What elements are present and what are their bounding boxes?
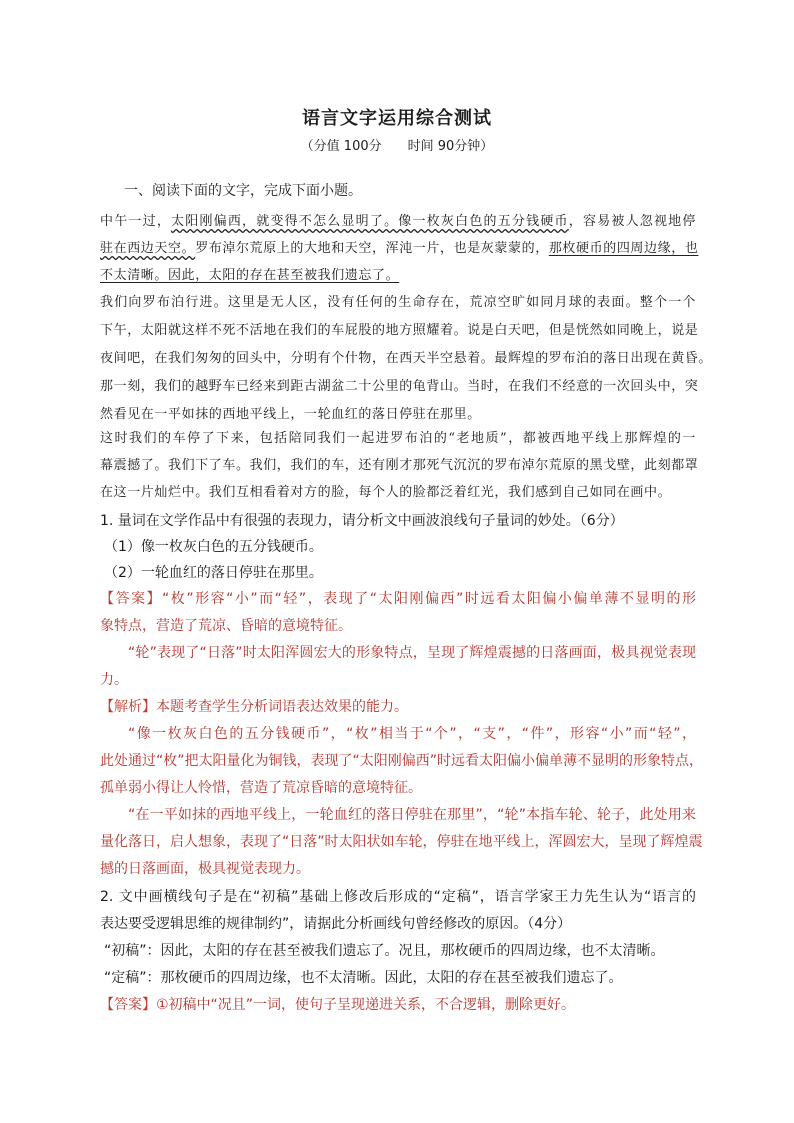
question-1 [100,510,696,588]
analysis-head-text: 本题考查学生分析词语表达效果的能力。 [156,699,408,715]
answer-line: 象特点，营造了荒凉、昏暗的意境特征。 [100,618,352,634]
passage-p1-line-3 [100,264,696,291]
section-heading: 一、阅读下面的文字，完成下面小题。 [124,183,362,199]
passage-paragraph-2 [100,291,713,431]
answer-text: ①初稿中“况且”一词，使句子呈现递进关系，不合逻辑，删除更好。 [156,997,576,1013]
question-1-item-1: （1）像一枚灰白色的五分钱硬币。 [104,539,323,555]
text-plain: 罗布淖尔荒原上的大地和天空，浑沌一片，也是灰蒙蒙的， [195,241,549,256]
wavy-underlined-text: 驻在西边天空。 [100,241,196,256]
passage-p1-line-1 [100,210,696,237]
question-2 [100,886,696,1021]
analysis-line: 量化落日，启人想象，表现了“日落”时太阳状如车轮，停驻在地平线上，浑圆宏大，呈现了辉煌震 [100,834,703,850]
page-title: 语言文字运用综合测试 [302,108,492,129]
passage-line: 在这一片灿烂中。我们互相看着对方的脸，每个人的脸都泛着红光，我们感到自己如同在画中。 [100,485,672,500]
underlined-text: 那枚硬币的四周边缘，也 [548,241,699,256]
answer-tag: 【答案】 [100,591,163,607]
passage-line: 幕震撼了。我们下了车。我们，我们的车，还有刚才那死气沉沉的罗布淖尔荒原的黑戈壁，此刻都罩 [100,458,699,473]
question-1-item-2: （2）一轮血红的落日停驻在那里。 [104,565,323,581]
question-1-stem: 1. 量词在文学作品中有很强的表现力，请分析文中画波浪线句子量词的妙处。（6分） [100,513,624,529]
analysis-tag: 【解析】 [100,699,156,715]
question-2-stem-line: 2. 文中画横线句子是在“初稿”基础上修改后形成的“定稿”，语言学家王力先生认为“语言的 [100,889,696,905]
question-1-analysis [100,696,704,885]
page-subtitle [0,135,794,154]
analysis-line: 此处通过“枚”把太阳量化为铜钱，表现了“太阳刚偏西”时远看太阳偏小偏单薄不显明的形象特点， [100,753,704,769]
score-info: （分值 100分 [300,139,382,154]
underlined-text: 不太清晰。因此，太阳的存在甚至被我们遗忘了。 [100,268,400,283]
passage-paragraph-1 [100,210,699,291]
passage-line: 我们向罗布泊行进。这里是无人区，没有任何的生命存在，荒凉空旷如同月球的表面。整个一个 [100,295,696,310]
passage-line: 那一刻，我们的越野车已经来到距古湖盆二十公里的龟背山。当时，在我们不经意的一次回头中，突 [100,379,699,394]
answer-text: “枚”形容“小”而“轻”，表现了“太阳刚偏西”时远看太阳偏小偏单薄不显明的形 [162,591,696,607]
passage-paragraph-3 [100,427,699,508]
analysis-line: “像一枚灰白色的五分钱硬币”，“枚”相当于“个”，“支”，“件”，形容“小”而“轻”， [128,726,696,742]
answer-tag: 【答案】 [100,997,156,1013]
question-2-answer [100,994,696,1021]
text-plain: 中午一过， [100,214,172,229]
text-plain: ，容易被人忽视地停 [568,214,696,229]
wavy-underlined-text: 太阳刚偏西，就变得不怎么显明了。像一枚灰白色的五分钱硬币 [171,214,569,229]
time-info: 时间 90分钟） [407,139,494,154]
passage-line: 然看见在一平如抹的西地平线上，一轮血红的落日停驻在那里。 [100,407,481,422]
passage-line: 下午，太阳就这样不死不活地在我们的车屁股的地方照耀着。说是白天吧，但是恍然如同晚上，说是 [100,323,699,338]
answer-line: 力。 [100,672,128,688]
analysis-line: “在一平如抹的西地平线上，一轮血红的落日停驻在那里”，“轮”本指车轮、轮子，此处用来 [128,807,696,823]
passage-line: 这时我们的车停了下来，包括陪同我们一起进罗布泊的“老地质”，都被西地平线上那辉煌的一 [100,431,696,446]
question-2-stem-line: 表达要受逻辑思维的规律制约”，请据此分析画线句曾经修改的原因。（4分） [100,916,572,932]
question-2-draft: “初稿”：因此，太阳的存在甚至被我们遗忘了。况且，那枚硬币的四周边缘，也不太清晰。 [104,943,665,959]
analysis-line: 撼的日落画面，极具视觉表现力。 [100,861,310,877]
answer-line [100,588,696,615]
question-2-final: “定稿”：那枚硬币的四周边缘，也不太清晰。因此，太阳的存在甚至被我们遗忘了。 [104,970,623,986]
analysis-line: 孤单弱小得让人怜惜，营造了荒凉昏暗的意境特征。 [100,780,422,796]
passage-p1-line-2 [100,237,699,264]
analysis-heading [100,696,696,723]
passage-line: 夜间吧，在我们匆匆的回头中，分明有个什物，在西天半空悬着。最辉煌的罗布泊的落日出现在黄昏。 [100,351,713,366]
answer-line: “轮”表现了“日落”时太阳浑圆宏大的形象特点，呈现了辉煌震撼的日落画面，极具视觉表现 [128,645,696,661]
question-1-answer [100,588,696,696]
